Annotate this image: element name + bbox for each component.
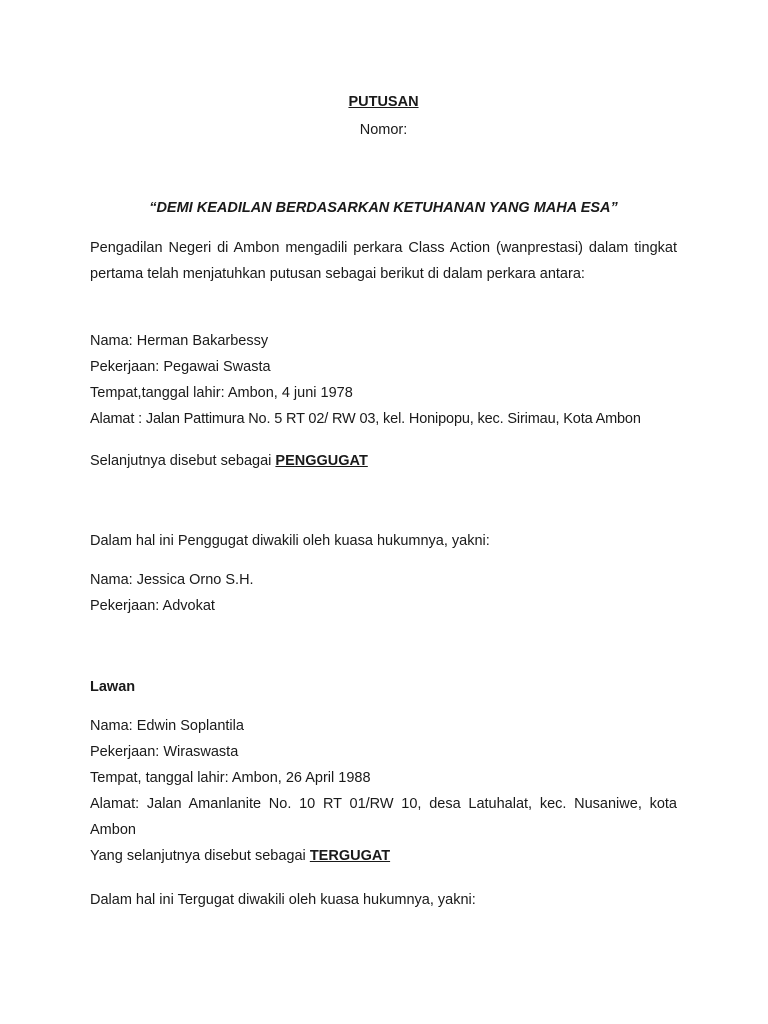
plaintiff-birth: Tempat,tanggal lahir: Ambon, 4 juni 1978 [90,385,353,401]
defendant-birth: Tempat, tanggal lahir: Ambon, 26 April 1988 [90,770,371,786]
plaintiff-counsel-details [90,567,677,619]
defendant-counsel-intro: Dalam hal ini Tergugat diwakili oleh kuasa hukumnya, yakni: [90,892,476,908]
defendant-referred-prefix: Yang selanjutnya disebut sebagai [90,848,310,864]
intro-paragraph: Pengadilan Negeri di Ambon mengadili perkara Class Action (wanprestasi) dalam tingkat pertama telah menjatuhkan putusan sebagai berikut di dalam perkara antara: [90,240,677,282]
plaintiff-referred [90,448,677,474]
plaintiff-counsel-intro: Dalam hal ini Penggugat diwakili oleh kuasa hukumnya, yakni: [90,533,490,549]
defendant-term: TERGUGAT [309,848,391,864]
plaintiff-details [90,328,677,432]
versus-heading: Lawan [90,679,136,695]
plaintiff-job: Pekerjaan: Pegawai Swasta [90,359,271,375]
document-number-label: Nomor: [359,122,408,138]
plaintiff-counsel-job: Pekerjaan: Advokat [90,598,215,614]
defendant-address: Alamat: Jalan Amanlanite No. 10 RT 01/RW 10, desa Latuhalat, kec. Nusaniwe, kota Ambon [90,796,677,838]
defendant-name: Nama: Edwin Soplantila [90,718,244,734]
plaintiff-term: PENGGUGAT [275,453,368,469]
defendant-details [90,713,677,869]
plaintiff-referred-prefix: Selanjutnya disebut sebagai [90,453,276,469]
plaintiff-address: Alamat : Jalan Pattimura No. 5 RT 02/ RW 03, kel. Honipopu, kec. Sirimau, Kota Ambon [90,411,641,427]
defendant-job: Pekerjaan: Wiraswasta [90,744,239,760]
defendant-referred [90,843,677,869]
plaintiff-counsel-name: Nama: Jessica Orno S.H. [90,572,254,588]
plaintiff-name: Nama: Herman Bakarbessy [90,333,269,349]
document-title: PUTUSAN [348,94,419,110]
document-motto: “DEMI KEADILAN BERDASARKAN KETUHANAN YANG MAHA ESA” [149,200,618,216]
